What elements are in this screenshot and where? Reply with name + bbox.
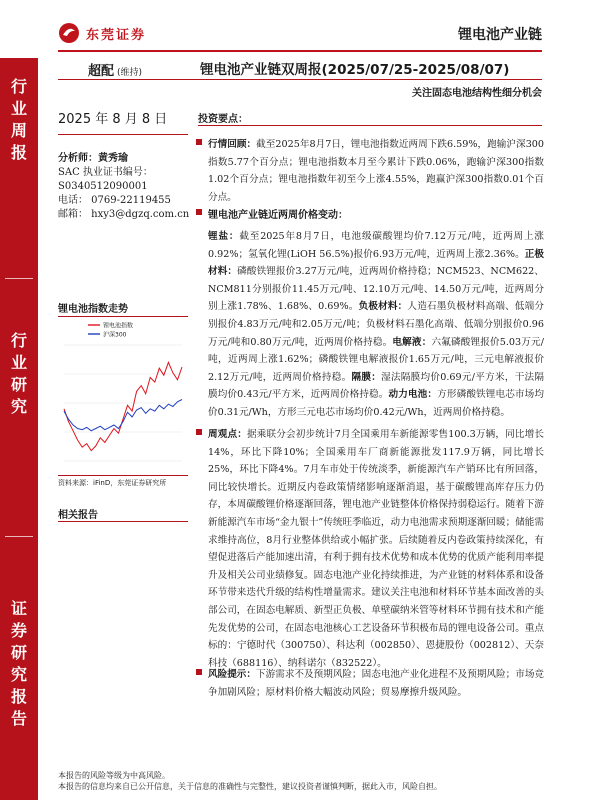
key-points-divider [198,125,542,126]
analyst-phone: 电话： 0769-22119455 [58,195,171,206]
cell-text: 方形磷酸铁锂电芯市场均价0.31元/Wh，方形三元电芯市场均价0.42元/Wh，近两周价格持稳。 [208,389,545,418]
side-divider [5,536,33,537]
chart-series-line-1 [64,362,182,450]
cell-label: 动力电池： [388,389,438,401]
industry-label: 锂电池产业链 [458,27,542,43]
price-changes [208,228,544,422]
outlook-label: 周观点： [208,429,248,440]
brand-logo [58,22,146,44]
market-review-text: 截至2025年8月7日，锂电池指数近两周下跌6.59%，跑输沪深300指数5.77个百分点；锂电池指数本月至今累计下跌0.06%，跑输沪深300指数1.02个百分点；锂电池指数年初至今上涨4.55%，跑赢沪深300指数0.01个百分点。 [208,139,545,203]
analyst-email: 邮箱： hxy3@dgzq.com.cn [58,209,190,220]
brand-mark-icon [58,22,80,44]
index-trend-chart [58,317,188,475]
footer-disclaimer [58,770,442,792]
chart-title: 锂电池指数走势 [58,304,128,315]
price-heading [208,206,348,221]
report-title: 锂电池产业链双周报(2025/07/25-2025/08/07) [200,62,510,78]
header-divider [58,50,542,52]
anode-label: 负极材料： [358,301,408,313]
footer-line-2: 本报告的信息均来自已公开信息，关于信息的准确性与完整性，建议投资者谨慎判断，据此入市，风险自担。 [58,782,442,791]
separator-label: 隔膜： [351,371,382,383]
risk-text: 下游需求不及预期风险；固态电池产业化进程不及预期风险；市场竞争加剧风险；原材料价格大幅波动风险；贸易摩擦升级风险。 [208,669,545,698]
legend-label: 沪深300 [103,331,127,339]
rating [88,60,142,79]
chart-area [58,316,188,476]
side-divider [5,278,33,279]
bullet-icon [196,429,202,435]
electrolyte-label: 电解液： [392,336,432,348]
side-band [0,58,38,800]
left-divider [58,134,188,135]
title-divider [58,79,542,80]
market-review [208,136,544,206]
cathode-label: 正极材料： [208,248,545,278]
side-label-research: 行 业 研 究 [10,331,27,416]
chart-source: 资料来源：iFinD，东莞证券研究所 [58,479,167,487]
weekly-outlook [208,426,544,672]
risk-label: 风险提示： [208,669,257,680]
separator-text: 湿法隔膜均价0.69元/平方米，干法隔膜均价0.43元/平方米，近两周价格持稳。 [208,371,545,401]
rating-note: (维持) [117,68,143,78]
footer-line-1: 本报告的风险等级为中高风险。 [58,771,170,780]
outlook-text: 据乘联分会初步统计7月全国乘用车新能源零售100.3万辆，同比增长14%，环比下降10%；全国乘用车厂商新能源批发117.9万辆，同比增长25%，环比下降4%。7月车市处于传统淡季，新能源汽车产销环比有所回落，同比较快增长。近期反内卷政策情绪影响逐渐消退，基于碳酸锂高库存压力仍存，本周碳酸锂价格逐渐回落，锂电池产业链整体价格保持弱稳运行。随着下游新能源汽车市场“金九银十”传统旺季临近，动力电池需求预期逐渐回暖；储能需求维持高位，8月行业整体供给或小幅扩张。后续随着反内卷政策持续深化，有望促进落后产能加速出清，有利于拥有技术优势和成本优势的优质产能利用率提升及相关公司业绩修复。固态电池产业化持续推进，为产业链的材料体系和设备环节带来迭代升级的结构性增量需求。建议关注电池和材料环节基本面改善的头部公司，在固态电解质、新型正负极、单壁碳纳米管等材料环节拥有技术和产能先发优势的公司，在固态电池核心工艺设备环节积极布局的锂电设备公司。重点标的：宁德时代（300750）、科达利（002850）、恩捷股份（002812）、天奈科技（688116）、纳科诺尔（832522）。 [208,429,545,669]
side-label-report: 证 券 研 究 报 告 [10,599,27,728]
rating-value: 超配 [88,64,115,79]
brand-name: 东莞证券 [86,27,147,43]
report-date: 2025 年 8 月 8 日 [58,112,168,127]
lithium-label: 锂盐： [208,231,240,242]
legend-label: 锂电池指数 [103,322,134,330]
analyst-label: 分析师： [58,153,98,164]
analyst-cert-label: SAC 执业证书编号： [58,167,153,178]
bullet-icon [196,669,202,675]
anode-text: 人造石墨负极材料高端、低端分别报价4.83万元/吨和2.05万元/吨；负极材料石墨化高端、低端分别报价0.96万元/吨和0.80万元/吨，近两周价格持稳。 [208,301,545,348]
risk-warning [208,666,544,701]
market-review-label: 行情回顾： [208,139,257,150]
chart-series-line-2 [64,400,182,431]
bullet-icon [196,209,202,215]
related-reports-heading: 相关报告 [58,510,98,521]
analyst-block [58,152,189,222]
analyst-cert-no: S0340512090001 [58,181,148,192]
analyst-name: 黄秀瑜 [98,153,128,164]
price-heading-text: 锂电池产业链近两周价格变动： [208,210,348,221]
bullet-icon [196,139,202,145]
lithium-text: 截至2025年8月7日，电池级碳酸锂均价7.12万元/吨，近两周上涨0.92%；氢氧化锂(LiOH 56.5%)报价6.93万元/吨，近两周上涨2.36%。 [208,231,545,260]
related-divider [58,521,188,522]
cathode-text: 磷酸铁锂报价3.27万元/吨，近两周价格持稳；NCM523、NCM622、NCM811分别报价11.45万元/吨、12.10万元/吨、14.50万元/吨，近两周分别上涨1.78%、1.68%、0.69%。 [208,266,545,313]
report-subtitle: 关注固态电池结构性细分机会 [412,88,542,99]
side-label-weekly: 行 业 周 报 [10,77,27,162]
key-points-heading: 投资要点： [198,114,248,125]
electrolyte-text: 六氟磷酸锂报价5.03万元/吨，近两周上涨1.62%；磷酸铁锂电解液报价1.65万元/吨，三元电解液报价2.12万元/吨，近两周价格持稳。 [208,336,545,383]
